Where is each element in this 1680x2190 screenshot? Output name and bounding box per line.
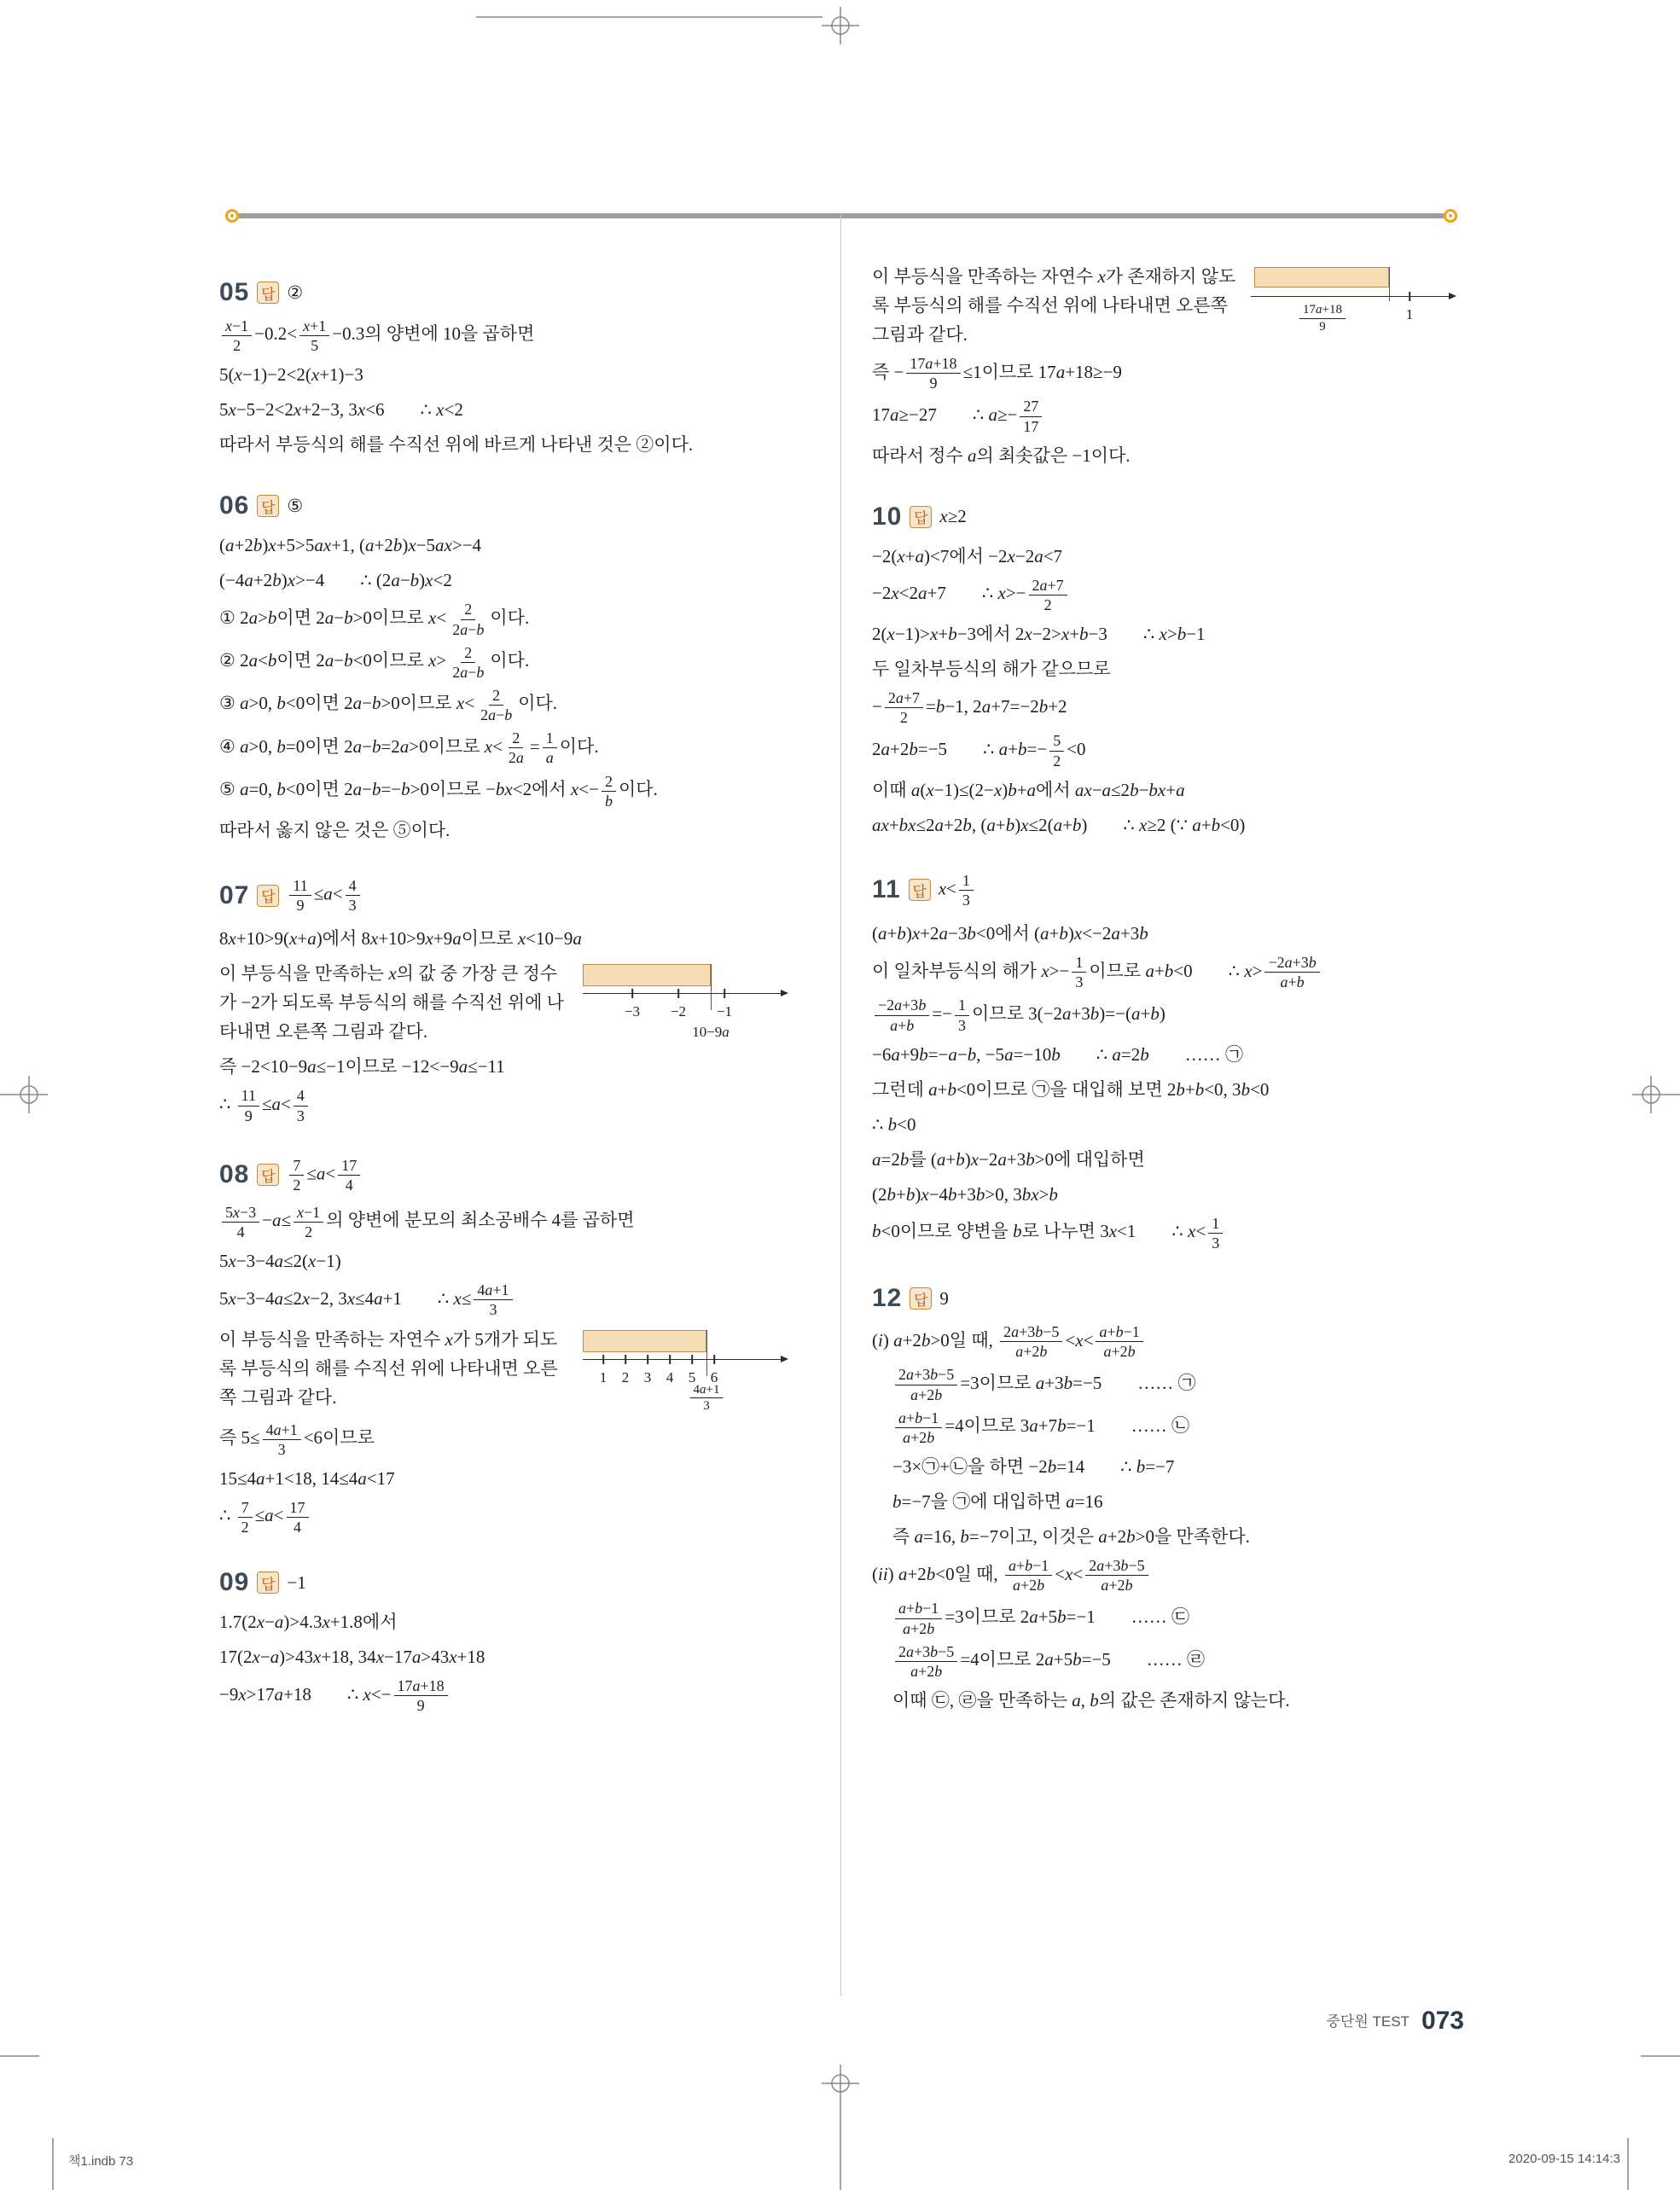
problem-number: 11 <box>872 875 901 904</box>
solution-text: 이때 ㉢, ㉣을 만족하는 a, b의 값은 존재하지 않는다. <box>892 1689 1290 1711</box>
solution-line <box>872 619 1464 648</box>
problem-number: 10 <box>872 502 903 531</box>
solution-line <box>219 729 796 766</box>
fraction: $\frac{2a+7}{2}$ <box>885 689 923 726</box>
solution-line <box>219 317 796 354</box>
problem <box>872 1284 1464 1715</box>
page-number: 073 <box>1421 2007 1464 2035</box>
solution-text: $\frac{x-1}{2}$ −0.2< $\frac{x+1}{5}$ −0.3의 양변에 10을 곱하면 <box>219 323 534 344</box>
solution-line <box>219 816 796 845</box>
fraction: $\frac{1}{3}$ <box>1208 1215 1223 1252</box>
problem-number: 06 <box>219 491 250 520</box>
solution-line <box>219 566 796 595</box>
fraction: $\frac{7}{2}$ <box>238 1499 253 1536</box>
solution-body <box>219 1204 796 1536</box>
solution-line <box>219 687 796 723</box>
solution-text: 15≤4a+1<18, 14≤4a<17 <box>219 1467 395 1489</box>
solution-text: (a+2b)x+5>5ax+1, (a+2b)x−5ax>−4 <box>219 535 482 556</box>
fraction: $\frac{a+b-1}{a+2b}$ <box>1096 1323 1142 1360</box>
boundary-label: 10−9a <box>692 1024 730 1041</box>
solution-line <box>872 654 1464 683</box>
solution-text: (−4a+2b)x>−4 ∴ (2a−b)x<2 <box>219 570 452 591</box>
number-line <box>583 1359 781 1360</box>
tick-mark <box>669 1355 671 1364</box>
numberline-figure <box>583 1328 796 1419</box>
fraction: $\frac{2a+3b-5}{a+2b}$ <box>1085 1557 1148 1594</box>
solution-line <box>219 1421 796 1458</box>
solution-line <box>872 1487 1464 1516</box>
solution-text: 5x−3−4a≤2x−2, 3x≤4a+1 ∴ x≤ $\frac{4a+1}{3}$ <box>219 1288 515 1309</box>
tick-label: 1 <box>599 1368 607 1385</box>
solution-line <box>872 1180 1464 1209</box>
problem-header <box>219 1568 796 1597</box>
problem-number: 12 <box>872 1284 903 1313</box>
solution-region-box <box>1254 267 1389 288</box>
column-divider <box>840 215 841 1996</box>
fraction: $\frac{4}{3}$ <box>346 877 360 914</box>
answer-text: ⑤ <box>287 495 304 516</box>
fraction: $\frac{2}{2a}$ <box>508 729 524 767</box>
answer-badge: 답 <box>910 506 932 528</box>
problem-header <box>219 491 796 520</box>
solution-text: (2b+b)x−4b+3b>0, 3bx>b <box>872 1183 1058 1205</box>
fraction: $\frac{11}{9}$ <box>289 877 311 914</box>
solution-line <box>872 542 1464 571</box>
page-footer <box>981 2007 1464 2036</box>
solution-text: (a+b)x+2a−3b<0에서 (a+b)x<−2a+3b <box>872 923 1148 944</box>
fraction: $\frac{4}{3}$ <box>294 1087 308 1124</box>
solution-line <box>219 1281 796 1318</box>
axis-arrow-icon <box>781 1356 788 1362</box>
solution-line <box>872 1557 1464 1594</box>
right-column <box>872 256 1464 1747</box>
solution-text: 5(x−1)−2<2(x+1)−3 <box>219 364 363 386</box>
problem <box>219 877 796 1124</box>
solution-text: b=−7을 ㉠에 대입하면 a=16 <box>892 1491 1103 1512</box>
boundary-label <box>688 1383 726 1414</box>
fraction: $\frac{a+b-1}{a+2b}$ <box>1005 1557 1052 1594</box>
solution-text: −9x>17a+18 ∴ x<− $\frac{17a+18}{9}$ <box>219 1684 451 1705</box>
solution-region-box <box>583 964 711 986</box>
tick-label: 2 <box>621 1368 630 1385</box>
solution-line <box>872 996 1464 1033</box>
solution-line <box>872 1409 1464 1446</box>
solution-line <box>872 398 1464 434</box>
solution-text: 즉 − $\frac{17a+18}{9}$ ≤1이므로 17a+18≥−9 <box>872 355 1122 392</box>
solution-line <box>872 1110 1464 1139</box>
solution-region-box <box>583 1330 706 1352</box>
solution-text: 즉 a=16, b=−7이고, 이것은 a+2b>0을 만족한다. <box>892 1526 1250 1548</box>
solution-line <box>872 776 1464 805</box>
fraction: $\frac{11}{9}$ <box>238 1087 259 1124</box>
answer-badge: 답 <box>257 885 279 907</box>
header-dot-right-icon <box>1444 209 1457 223</box>
print-timestamp: 2020-09-15 14:14:3 <box>1509 2152 1620 2166</box>
solution-text: −3×㉠+㉡을 하면 −2b=14 ∴ b=−7 <box>892 1455 1175 1477</box>
solution-line <box>219 531 796 560</box>
numberline-figure <box>1251 265 1464 339</box>
answer-badge: 답 <box>257 282 279 304</box>
solution-text: −6a+9b=−a−b, −5a=−10b ∴ a=2b …… ㉠ <box>872 1043 1243 1065</box>
tick-mark <box>724 989 725 998</box>
solution-text: 그런데 a+b<0이므로 ㉠을 대입해 보면 2b+b<0, 3b<0 <box>872 1078 1270 1100</box>
solution-text: 즉 5≤ $\frac{4a+1}{3}$ <6이므로 <box>219 1420 375 1458</box>
solution-line <box>872 1600 1464 1636</box>
solution-line <box>219 1464 796 1493</box>
fraction: $\frac{17}{4}$ <box>287 1499 309 1536</box>
header-rule <box>232 213 1450 218</box>
solution-body <box>219 924 796 1124</box>
solution-text: 17a≥−27 ∴ a≥− $\frac{27}{17}$ <box>872 404 1044 425</box>
solution-text: ∴ b<0 <box>872 1113 916 1135</box>
number-line <box>1251 296 1449 297</box>
fraction: $\frac{x+1}{5}$ <box>299 317 329 354</box>
boundary-line <box>706 1330 707 1376</box>
solution-line <box>872 1452 1464 1481</box>
solution-line <box>872 1366 1464 1403</box>
solution-line <box>872 1522 1464 1551</box>
fraction: $\frac{2}{2a-b}$ <box>480 687 513 724</box>
tick-mark <box>602 1355 604 1364</box>
fraction: $\frac{1}{a}$ <box>543 729 557 766</box>
fraction: $\frac{x-1}{2}$ <box>294 1204 323 1240</box>
solution-text: $\frac{a+b-1}{a+2b}$ =3이므로 2a+5b=−1 …… ㉢ <box>892 1606 1189 1627</box>
solution-text: ① 2a>b이면 2a−b>0이므로 x< $\frac{2}{2a-b}$ 이다. <box>219 601 530 638</box>
solution-text: 두 일차부등식의 해가 같으므로 <box>872 659 1111 680</box>
solution-body <box>219 317 796 459</box>
fraction: $\frac{-2a+3b}{a+b}$ <box>875 996 929 1033</box>
solution-text: 이 부등식을 만족하는 x의 값 중 가장 큰 정수가 −2가 되도록 부등식의 해를 수직선 위에 나타내면 오른쪽 그림과 같다. <box>219 963 564 1043</box>
solution-line <box>872 689 1464 726</box>
problem-header <box>872 502 1464 532</box>
solution-line <box>872 1643 1464 1680</box>
solution-line <box>219 1246 796 1275</box>
solution-line <box>872 1075 1464 1104</box>
solution-line <box>219 644 796 681</box>
problem-number: 09 <box>219 1568 250 1597</box>
fraction: $\frac{4a+1}{3}$ <box>690 1383 724 1414</box>
solution-text: 이 일차부등식의 해가 x>− $\frac{1}{3}$ 이므로 a+b<0 ∴ x> $\frac{-2a+3b}{a+b}$ <box>872 961 1322 981</box>
solution-text: −2x<2a+7 ∴ x>− $\frac{2a+7}{2}$ <box>872 583 1070 603</box>
numberline-figure <box>583 962 796 1041</box>
tick-mark <box>677 989 679 998</box>
solution-body <box>872 262 1464 470</box>
tick-mark <box>713 1355 715 1364</box>
solution-line <box>219 1325 796 1415</box>
boundary-label: 1 <box>1405 306 1414 322</box>
fraction: $\frac{7}{2}$ <box>289 1157 304 1194</box>
fraction: $\frac{2a+3b-5}{a+2b}$ <box>1000 1323 1062 1360</box>
problem-number: 05 <box>219 278 250 306</box>
fraction: $\frac{1}{3}$ <box>1072 954 1086 990</box>
problem-header <box>219 1157 796 1194</box>
tick-mark <box>631 989 633 998</box>
tick-label: 6 <box>710 1368 718 1385</box>
fraction: $\frac{5}{2}$ <box>1049 732 1064 769</box>
fraction: $\frac{a+b-1}{a+2b}$ <box>895 1409 942 1446</box>
problem <box>872 502 1464 839</box>
solution-text: ∴ $\frac{11}{9}$ ≤a< $\frac{4}{3}$ <box>219 1094 311 1114</box>
answer-text: x< $\frac{1}{3}$ <box>939 872 976 909</box>
solution-line <box>219 1607 796 1636</box>
fraction: $\frac{2}{2a-b}$ <box>452 601 485 638</box>
solution-line <box>872 262 1464 349</box>
solution-body <box>872 542 1464 839</box>
answer-text: $\frac{11}{9}$ ≤a< $\frac{4}{3}$ <box>287 877 362 914</box>
fraction: $\frac{2}{b}$ <box>602 773 616 810</box>
problem <box>219 491 796 845</box>
solution-line <box>219 601 796 637</box>
solution-line <box>872 1040 1464 1069</box>
solution-line <box>219 1204 796 1240</box>
solution-line <box>872 810 1464 839</box>
fraction: $\frac{1}{3}$ <box>959 872 974 909</box>
solution-line <box>219 1499 796 1536</box>
solution-text: $\frac{2a+3b-5}{a+2b}$ =4이므로 2a+5b=−5 …… ㉣ <box>892 1649 1205 1670</box>
problem-header <box>872 872 1464 909</box>
solution-line <box>219 959 796 1046</box>
solution-line <box>872 1323 1464 1360</box>
fraction: $\frac{17a+18}{9}$ <box>1299 303 1346 334</box>
problem-number: 07 <box>219 880 250 909</box>
fraction: $\frac{a+b-1}{a+2b}$ <box>895 1600 942 1636</box>
axis-arrow-icon <box>1449 293 1456 299</box>
solution-line <box>219 430 796 459</box>
solution-text: a=2b를 (a+b)x−2a+3b>0에 대입하면 <box>872 1148 1145 1170</box>
problem-header <box>219 278 796 307</box>
number-line <box>583 993 781 994</box>
solution-text: ③ a>0, b<0이면 2a−b>0이므로 x< $\frac{2}{2a-b}$ 이다. <box>219 687 558 724</box>
solution-text: ④ a>0, b=0이면 2a−b=2a>0이므로 x< $\frac{2}{2a}$ = $\frac{1}{a}$ 이다. <box>219 729 599 767</box>
fraction: $\frac{17}{4}$ <box>338 1157 360 1194</box>
solution-line <box>872 1215 1464 1252</box>
solution-text: 따라서 정수 a의 최솟값은 −1이다. <box>872 444 1131 466</box>
tick-label: −2 <box>670 1003 687 1020</box>
solution-text: (i) a+2b>0일 때, $\frac{2a+3b-5}{a+2b}$ <x< $\frac{a+b-1}{a+2b}$ <box>872 1330 1146 1351</box>
axis-arrow-icon <box>781 990 788 996</box>
solution-text: 이 부등식을 만족하는 자연수 x가 존재하지 않도록 부등식의 해를 수직선 위에 나타내면 오른쪽 그림과 같다. <box>872 266 1236 346</box>
header-dot-left-icon <box>225 209 239 223</box>
fraction: $\frac{1}{3}$ <box>955 996 969 1033</box>
tick-mark <box>625 1355 626 1364</box>
problem <box>219 278 796 459</box>
fraction: $\frac{17a+18}{9}$ <box>394 1677 448 1714</box>
problem-header <box>219 877 796 914</box>
solution-line <box>219 360 796 389</box>
fraction: $\frac{2}{2a-b}$ <box>452 643 485 681</box>
file-info: 책1.indb 73 <box>68 2154 134 2169</box>
solution-text: 1.7(2x−a)>4.3x+1.8에서 <box>219 1612 398 1633</box>
fraction: $\frac{2a+3b-5}{a+2b}$ <box>895 1643 957 1680</box>
problem-number: 08 <box>219 1160 250 1189</box>
tick-label: −1 <box>716 1003 733 1020</box>
solution-text: $\frac{2a+3b-5}{a+2b}$ =3이므로 a+3b=−5 …… ㉠ <box>892 1373 1196 1393</box>
solution-text: $\frac{5x-3}{4}$ −a≤ $\frac{x-1}{2}$ 의 양변에 분모의 최소공배수 4를 곱하면 <box>219 1210 635 1230</box>
solution-line <box>872 919 1464 948</box>
fraction: $\frac{x-1}{2}$ <box>222 317 252 354</box>
problem <box>219 1157 796 1536</box>
fraction: $\frac{17a+18}{9}$ <box>906 355 960 392</box>
solution-body <box>219 1607 796 1714</box>
solution-text: $\frac{-2a+3b}{a+b}$ =− $\frac{1}{3}$ 이므로 3(−2a+3b)=−(a+b) <box>872 1003 1166 1024</box>
solution-text: $\frac{a+b-1}{a+2b}$ =4이므로 3a+7b=−1 …… ㉡ <box>892 1415 1189 1436</box>
solution-text: 따라서 옳지 않은 것은 ⑤이다. <box>219 819 451 840</box>
answer-text: −1 <box>287 1571 306 1593</box>
solution-text: ∴ $\frac{7}{2}$ ≤a< $\frac{17}{4}$ <box>219 1505 311 1525</box>
tick-label: −3 <box>624 1003 641 1020</box>
fraction: $\frac{27}{17}$ <box>1020 398 1042 434</box>
solution-text: −2(x+a)<7에서 −2x−2a<7 <box>872 545 1063 566</box>
solution-line <box>219 1052 796 1081</box>
solution-text: (ii) a+2b<0일 때, $\frac{a+b-1}{a+2b}$ <x< $\frac{2a+3b-5}{a+2b}$ <box>872 1564 1151 1584</box>
solution-text: 2a+2b=−5 ∴ a+b=− $\frac{5}{2}$ <0 <box>872 732 1086 770</box>
fraction: $\frac{4a+1}{3}$ <box>263 1421 301 1458</box>
solution-text: 이 부등식을 만족하는 자연수 x가 5개가 되도록 부등식의 해를 수직선 위에 나타내면 오른쪽 그림과 같다. <box>219 1328 558 1408</box>
solution-text: 8x+10>9(x+a)에서 8x+10>9x+9a이므로 x<10−9a <box>219 928 582 950</box>
answer-badge: 답 <box>910 1287 932 1310</box>
answer-badge: 답 <box>257 1571 279 1594</box>
solution-line <box>872 1686 1464 1715</box>
solution-line <box>872 1145 1464 1174</box>
solution-line <box>219 1642 796 1671</box>
solution-text: ② 2a<b이면 2a−b<0이므로 x> $\frac{2}{2a-b}$ 이다. <box>219 643 530 681</box>
solution-text: ax+bx≤2a+2b, (a+b)x≤2(a+b) ∴ x≥2 (∵ a+b<0) <box>872 814 1246 835</box>
left-column <box>219 256 796 1747</box>
tick-label: 3 <box>643 1368 652 1385</box>
solution-line <box>219 395 796 424</box>
solution-text: 5x−3−4a≤2(x−1) <box>219 1251 341 1272</box>
problem <box>872 262 1464 470</box>
solution-line <box>872 355 1464 392</box>
answer-badge: 답 <box>909 879 931 901</box>
solution-text: b<0이므로 양변을 b로 나누면 3x<1 ∴ x< $\frac{1}{3}$ <box>872 1221 1225 1241</box>
solution-text: 즉 −2<10−9a≤−1이므로 −12<−9a≤−11 <box>219 1056 505 1078</box>
answer-badge: 답 <box>257 1164 279 1186</box>
problem <box>872 872 1464 1252</box>
chapter-test-label: 중단원 TEST <box>1326 2013 1410 2030</box>
answer-text: ② <box>287 282 304 303</box>
fraction: $\frac{2a+7}{2}$ <box>1029 577 1067 613</box>
tick-mark <box>691 1355 693 1364</box>
solution-line <box>219 1677 796 1714</box>
problem <box>219 1568 796 1714</box>
tick-mark <box>647 1355 648 1364</box>
answer-text: $\frac{7}{2}$ ≤a< $\frac{17}{4}$ <box>287 1157 363 1194</box>
solution-line <box>219 773 796 810</box>
solution-body <box>872 919 1464 1252</box>
solution-text: 2(x−1)>x+b−3에서 2x−2>x+b−3 ∴ x>b−1 <box>872 624 1206 645</box>
solution-line <box>219 1087 796 1124</box>
fraction: $\frac{2a+3b-5}{a+2b}$ <box>895 1366 957 1403</box>
tick-label: 4 <box>666 1368 674 1385</box>
solution-text: 이때 a(x−1)≤(2−x)b+a에서 ax−a≤2b−bx+a <box>872 779 1185 800</box>
solution-line <box>872 577 1464 613</box>
solution-line <box>872 441 1464 470</box>
solution-body <box>872 1323 1464 1715</box>
solution-line <box>872 732 1464 769</box>
fraction: $\frac{-2a+3b}{a+b}$ <box>1264 954 1319 990</box>
solution-text: − $\frac{2a+7}{2}$ =b−1, 2a+7=−2b+2 <box>872 689 1067 727</box>
solution-text: 5x−5−2<2x+2−3, 3x<6 ∴ x<2 <box>219 399 463 421</box>
tick-label: 5 <box>688 1368 696 1385</box>
boundary-line <box>711 964 712 1010</box>
answer-text: x≥2 <box>939 506 967 527</box>
boundary-label <box>1297 303 1348 334</box>
solution-body <box>219 531 796 845</box>
solution-text: 17(2x−a)>43x+18, 34x−17a>43x+18 <box>219 1647 485 1668</box>
solution-line <box>219 924 796 953</box>
fraction: $\frac{5x-3}{4}$ <box>222 1204 259 1240</box>
solution-line <box>872 954 1464 990</box>
problem-header <box>872 1284 1464 1313</box>
solution-text: 따라서 부등식의 해를 수직선 위에 바르게 나타낸 것은 ②이다. <box>219 434 694 456</box>
answer-badge: 답 <box>257 495 279 517</box>
solution-text: ⑤ a=0, b<0이면 2a−b=−b>0이므로 −bx<2에서 x<− $\frac{2}{b}$ 이다. <box>219 772 658 810</box>
fraction: $\frac{4a+1}{3}$ <box>474 1281 512 1318</box>
answer-text: 9 <box>939 1287 949 1309</box>
tick-mark <box>1409 292 1410 301</box>
